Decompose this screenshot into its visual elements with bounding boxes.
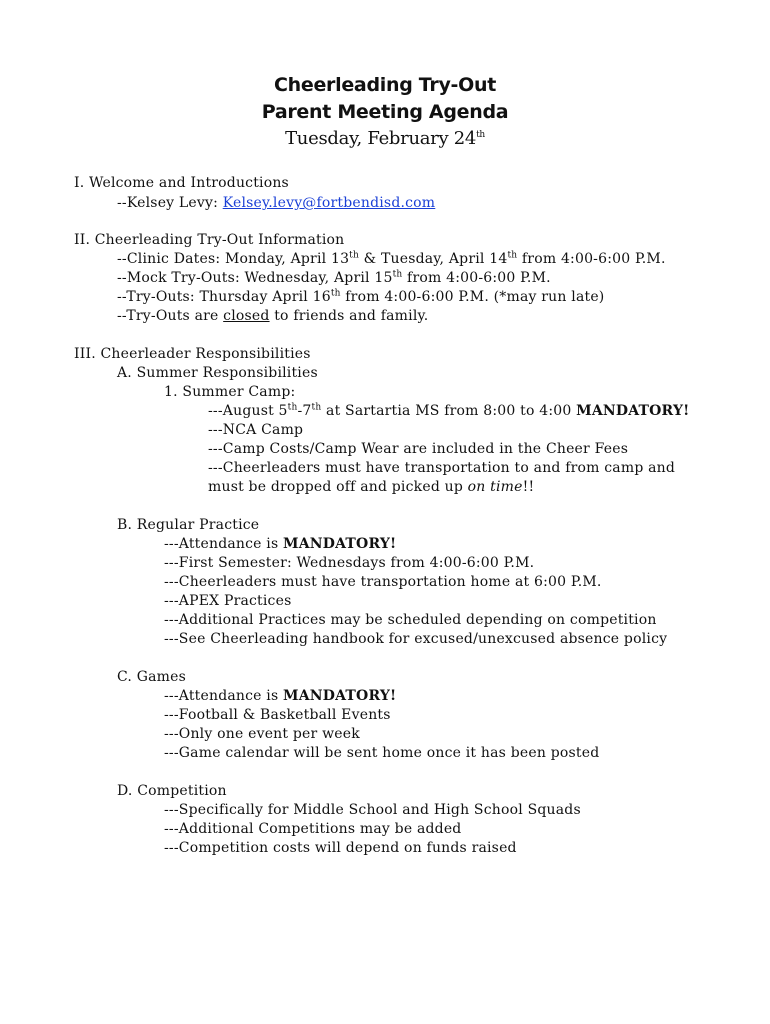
games-attendance-line: ---Attendance is MANDATORY!	[164, 688, 397, 704]
tryouts-closed-line: --Try-Outs are closed to friends and family.	[117, 308, 429, 324]
camp-dropoff-line: must be dropped off and picked up on time!!	[208, 479, 535, 495]
summer-camp-heading: 1. Summer Camp:	[164, 384, 296, 400]
clinic-dates-line: --Clinic Dates: Monday, April 13th & Tuesday, April 14th from 4:00-6:00 P.M.	[117, 250, 666, 267]
meeting-date: Tuesday, February 24th	[285, 128, 485, 149]
games-events-line: ---Football & Basketball Events	[164, 707, 391, 723]
nca-camp-line: ---NCA Camp	[208, 422, 304, 438]
games-frequency-line: ---Only one event per week	[164, 726, 360, 742]
section-welcome-heading: I. Welcome and Introductions	[74, 175, 289, 191]
camp-costs-line: ---Camp Costs/Camp Wear are included in the Cheer Fees	[208, 441, 629, 457]
camp-transport-line: ---Cheerleaders must have transportation to and from camp and	[208, 460, 676, 476]
games-calendar-line: ---Game calendar will be sent home once it has been posted	[164, 745, 600, 761]
contact-line: --Kelsey Levy: Kelsey.levy@fortbendisd.com	[117, 195, 436, 211]
document-title: Cheerleading Try-Out	[274, 74, 496, 96]
first-semester-line: ---First Semester: Wednesdays from 4:00-6:00 P.M.	[164, 555, 535, 571]
competition-costs-line: ---Competition costs will depend on funds raised	[164, 840, 517, 856]
document-subtitle: Parent Meeting Agenda	[261, 101, 509, 123]
section-responsibilities-heading: III. Cheerleader Responsibilities	[74, 346, 311, 362]
summer-responsibilities-heading: A. Summer Responsibilities	[117, 365, 318, 381]
practice-transport-line: ---Cheerleaders must have transportation home at 6:00 P.M.	[164, 574, 602, 590]
competition-additional-line: ---Additional Competitions may be added	[164, 821, 462, 837]
contact-email-link[interactable]: Kelsey.levy@fortbendisd.com	[222, 195, 436, 211]
mock-tryouts-line: --Mock Try-Outs: Wednesday, April 15th from 4:00-6:00 P.M.	[117, 269, 551, 286]
regular-practice-heading: B. Regular Practice	[117, 517, 260, 533]
competition-squads-line: ---Specifically for Middle School and High School Squads	[164, 802, 581, 818]
section-tryout-heading: II. Cheerleading Try-Out Information	[74, 232, 345, 248]
tryouts-date-line: --Try-Outs: Thursday April 16th from 4:00-6:00 P.M. (*may run late)	[117, 288, 605, 305]
additional-practices-line: ---Additional Practices may be scheduled depending on competition	[164, 612, 657, 628]
camp-dates-line: ---August 5th-7th at Sartartia MS from 8:00 to 4:00 MANDATORY!	[208, 402, 690, 419]
practice-attendance-line: ---Attendance is MANDATORY!	[164, 536, 397, 552]
games-heading: C. Games	[117, 669, 186, 685]
handbook-line: ---See Cheerleading handbook for excused/unexcused absence policy	[164, 631, 668, 647]
competition-heading: D. Competition	[117, 783, 227, 799]
apex-practices-line: ---APEX Practices	[164, 593, 292, 609]
